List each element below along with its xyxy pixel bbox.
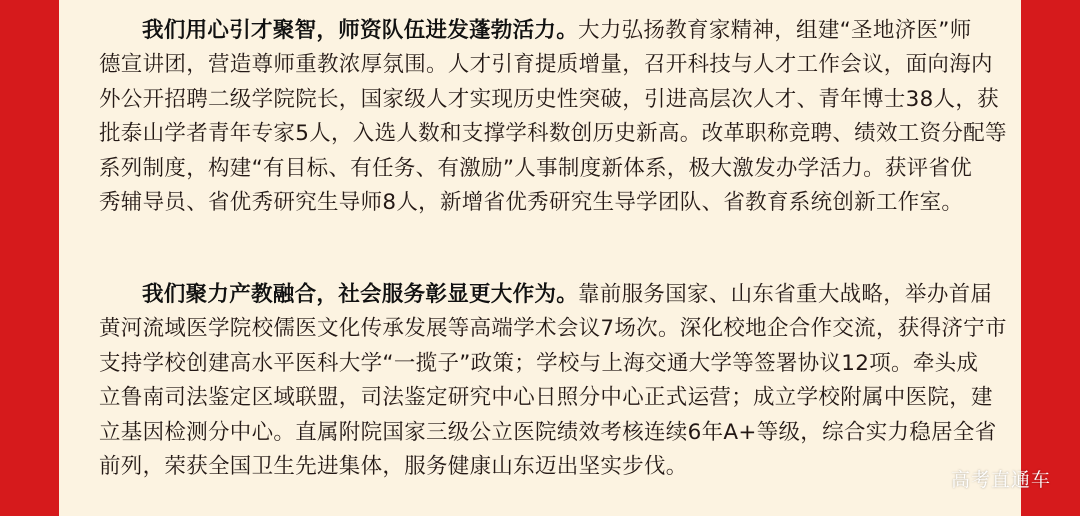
paragraph-text: 大力弘扬教育家精神，组建“圣地济医”师 bbox=[578, 18, 972, 43]
paragraph-line: 秀辅导员、省优秀研究生导师8人，新增省优秀研究生导学团队、省教育系统创新工作室。 bbox=[99, 190, 964, 216]
paragraph-lead-heading: 我们用心引才聚智，师资队伍进发蓬勃活力。 bbox=[142, 18, 579, 43]
paragraph-line: 支持学校创建高水平医科大学“一揽子”政策；学校与上海交通大学等签署协议12项。牵头成 bbox=[99, 350, 979, 376]
paragraph-text: 靠前服务国家、山东省重大战略，举办首届 bbox=[578, 282, 993, 307]
paragraph-first-line bbox=[99, 14, 991, 48]
paragraph-line: 立基因检测分中心。直属附院国家三级公立医院绩效考核连续6年A+等级，综合实力稳居全省 bbox=[99, 419, 997, 445]
left-red-border bbox=[0, 0, 59, 516]
paragraph-lead-heading: 我们聚力产教融合，社会服务彰显更大作为。 bbox=[142, 282, 579, 307]
paragraph-line: 立鲁南司法鉴定区域联盟，司法鉴定研究中心日照分中心正式运营；成立学校附属中医院，建 bbox=[99, 385, 993, 411]
paragraph-talent bbox=[99, 14, 1007, 220]
paragraph-first-line bbox=[99, 278, 991, 312]
paragraph-line: 德宣讲团，营造尊师重教浓厚氛围。人才引育提质增量，召开科技与人才工作会议，面向海内 bbox=[99, 52, 993, 78]
article-panel bbox=[59, 0, 1021, 516]
paragraph-line: 黄河流域医学院校儒医文化传承发展等高端学术会议7场次。深化校地企合作交流，获得济宁市 bbox=[99, 316, 1007, 342]
paragraph-line: 前列，荣获全国卫生先进集体，服务健康山东迈出坚实步伐。 bbox=[99, 454, 688, 480]
watermark-text: 高考直通车 bbox=[950, 469, 1051, 491]
paragraph-line: 批泰山学者青年专家5人，入选人数和支撑学科数创历史新高。改革职称竞聘、绩效工资分配等 bbox=[99, 121, 1007, 147]
paragraph-line: 外公开招聘二级学院院长，国家级人才实现历史性突破，引进高层次人才、青年博士38人，获 bbox=[99, 86, 999, 112]
paragraph-social-service bbox=[99, 278, 1007, 484]
right-red-border bbox=[1021, 0, 1080, 516]
paragraph-line: 系列制度，构建“有目标、有任务、有激励”人事制度新体系，极大激发办学活力。获评省优 bbox=[99, 155, 973, 181]
